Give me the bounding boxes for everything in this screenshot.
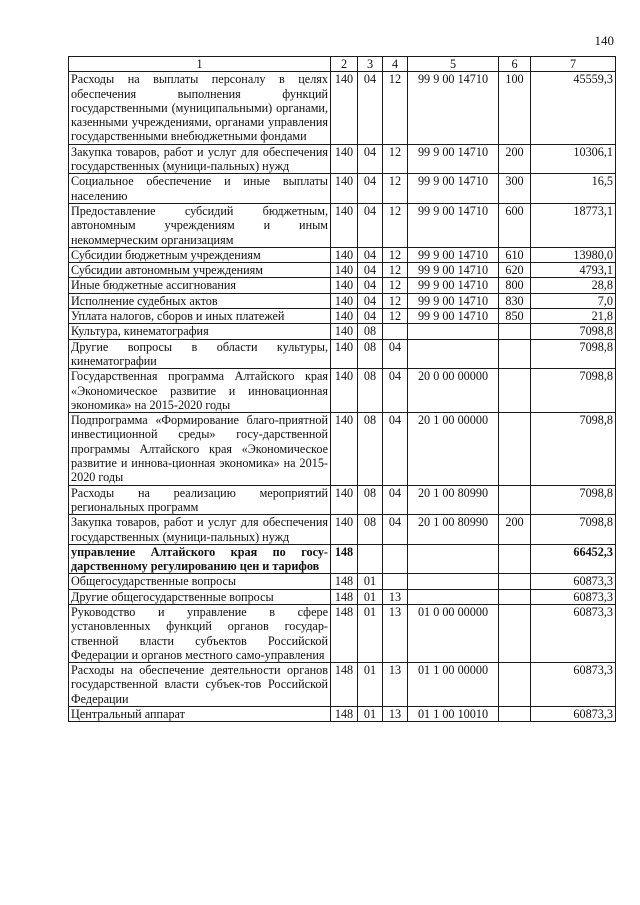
row-subsection-cell: 04 <box>383 413 408 485</box>
row-subsection-cell: 12 <box>383 203 408 247</box>
column-header: 2 <box>331 57 358 72</box>
row-subsection-cell: 04 <box>383 369 408 413</box>
row-expense-type-cell <box>499 369 531 413</box>
row-target-article-cell: 20 1 00 80990 <box>408 485 499 515</box>
table-row <box>69 589 616 604</box>
row-section-cell: 08 <box>358 485 383 515</box>
row-name-cell: Закупка товаров, работ и услуг для обеспечения государственных (муници-пальных) нужд <box>69 515 331 545</box>
row-name-cell: Предоставление субсидий бюджетным, автономным учреждениям и иным некоммерческим организациям <box>69 203 331 247</box>
row-amount-cell: 7098,8 <box>531 515 616 545</box>
row-name-cell: Общегосударственные вопросы <box>69 574 331 589</box>
row-name-cell: Социальное обеспечение и иные выплаты населению <box>69 174 331 204</box>
row-name-cell: Подпрограмма «Формирование благо-приятной инвестиционной среды» госу-дарственной программы Алтайского края «Экономическое развитие и иннова-ционная экономика» на 2015-2020 годы <box>69 413 331 485</box>
row-section-cell: 04 <box>358 247 383 262</box>
row-code-cell: 140 <box>331 203 358 247</box>
row-expense-type-cell <box>499 707 531 722</box>
row-code-cell: 140 <box>331 369 358 413</box>
row-amount-cell: 7098,8 <box>531 369 616 413</box>
row-section-cell: 04 <box>358 263 383 278</box>
row-expense-type-cell: 830 <box>499 293 531 308</box>
row-target-article-cell: 99 9 00 14710 <box>408 309 499 324</box>
row-expense-type-cell <box>499 485 531 515</box>
row-target-article-cell <box>408 324 499 339</box>
table-header-row <box>69 57 616 72</box>
row-amount-cell: 45559,3 <box>531 72 616 144</box>
row-code-cell: 148 <box>331 604 358 662</box>
row-name-cell: Закупка товаров, работ и услуг для обеспечения государственных (муници-пальных) нужд <box>69 144 331 174</box>
row-target-article-cell: 99 9 00 14710 <box>408 174 499 204</box>
row-name-cell: Расходы на выплаты персоналу в целях обеспечения выполнения функций государственными (муниципальными) органами, казенными учреждениями, органами управления государственными внебюджетными фондами <box>69 72 331 144</box>
row-name-cell: Расходы на обеспечение деятельности органов государственной власти субъек-тов Российской Федерации <box>69 663 331 707</box>
row-expense-type-cell <box>499 544 531 574</box>
row-subsection-cell: 12 <box>383 72 408 144</box>
row-name-cell: Другие общегосударственные вопросы <box>69 589 331 604</box>
row-name-cell: Иные бюджетные ассигнования <box>69 278 331 293</box>
row-code-cell: 148 <box>331 663 358 707</box>
row-name-cell: Руководство и управление в сфере установленных функций органов государ-ственной власти субъектов Российской Федерации и органов местного само-управления <box>69 604 331 662</box>
row-target-article-cell: 01 0 00 00000 <box>408 604 499 662</box>
row-amount-cell: 7098,8 <box>531 485 616 515</box>
row-section-cell: 01 <box>358 663 383 707</box>
page-number: 140 <box>594 33 614 48</box>
row-code-cell: 148 <box>331 574 358 589</box>
row-expense-type-cell: 100 <box>499 72 531 144</box>
row-amount-cell: 60873,3 <box>531 589 616 604</box>
row-section-cell <box>358 544 383 574</box>
row-section-cell: 04 <box>358 144 383 174</box>
row-target-article-cell: 01 1 00 00000 <box>408 663 499 707</box>
table-row <box>69 413 616 485</box>
row-target-article-cell: 99 9 00 14710 <box>408 293 499 308</box>
row-expense-type-cell <box>499 604 531 662</box>
table-row <box>69 174 616 204</box>
row-expense-type-cell: 800 <box>499 278 531 293</box>
row-subsection-cell: 04 <box>383 515 408 545</box>
table-row <box>69 309 616 324</box>
row-subsection-cell: 13 <box>383 663 408 707</box>
row-subsection-cell: 13 <box>383 589 408 604</box>
table-row <box>69 324 616 339</box>
row-expense-type-cell: 850 <box>499 309 531 324</box>
column-header: 6 <box>499 57 531 72</box>
table-row <box>69 663 616 707</box>
row-section-cell: 04 <box>358 203 383 247</box>
row-name-cell: Субсидии бюджетным учреждениям <box>69 247 331 262</box>
row-subsection-cell: 12 <box>383 293 408 308</box>
row-expense-type-cell <box>499 324 531 339</box>
column-header: 4 <box>383 57 408 72</box>
row-amount-cell: 7098,8 <box>531 339 616 369</box>
row-target-article-cell: 20 0 00 00000 <box>408 369 499 413</box>
table-row <box>69 574 616 589</box>
row-code-cell: 148 <box>331 707 358 722</box>
row-code-cell: 140 <box>331 263 358 278</box>
row-code-cell: 140 <box>331 324 358 339</box>
row-subsection-cell: 13 <box>383 707 408 722</box>
column-header: 5 <box>408 57 499 72</box>
row-target-article-cell <box>408 339 499 369</box>
row-expense-type-cell: 600 <box>499 203 531 247</box>
row-target-article-cell: 20 1 00 80990 <box>408 515 499 545</box>
row-section-cell: 01 <box>358 589 383 604</box>
budget-table <box>68 56 616 722</box>
row-target-article-cell: 99 9 00 14710 <box>408 203 499 247</box>
row-name-cell: Культура, кинематография <box>69 324 331 339</box>
row-target-article-cell: 99 9 00 14710 <box>408 72 499 144</box>
table-row <box>69 544 616 574</box>
row-amount-cell: 7098,8 <box>531 413 616 485</box>
table-row <box>69 263 616 278</box>
row-expense-type-cell: 200 <box>499 515 531 545</box>
row-expense-type-cell <box>499 413 531 485</box>
row-amount-cell: 18773,1 <box>531 203 616 247</box>
table-row <box>69 203 616 247</box>
row-amount-cell: 28,8 <box>531 278 616 293</box>
row-expense-type-cell <box>499 339 531 369</box>
row-subsection-cell: 04 <box>383 485 408 515</box>
row-subsection-cell: 04 <box>383 339 408 369</box>
row-amount-cell: 13980,0 <box>531 247 616 262</box>
row-subsection-cell: 12 <box>383 309 408 324</box>
column-header: 7 <box>531 57 616 72</box>
row-name-cell: Уплата налогов, сборов и иных платежей <box>69 309 331 324</box>
row-target-article-cell <box>408 574 499 589</box>
row-code-cell: 140 <box>331 485 358 515</box>
table-row <box>69 369 616 413</box>
row-expense-type-cell <box>499 574 531 589</box>
row-subsection-cell <box>383 544 408 574</box>
row-section-cell: 01 <box>358 574 383 589</box>
row-name-cell: Другие вопросы в области культуры, кинематографии <box>69 339 331 369</box>
row-name-cell: Расходы на реализацию мероприятий региональных программ <box>69 485 331 515</box>
row-name-cell: управление Алтайского края по госу-дарственному регулированию цен и тарифов <box>69 544 331 574</box>
row-code-cell: 140 <box>331 515 358 545</box>
row-name-cell: Государственная программа Алтайского края «Экономическое развитие и инновационная экономика» на 2015-2020 годы <box>69 369 331 413</box>
row-subsection-cell: 12 <box>383 247 408 262</box>
table-row <box>69 515 616 545</box>
row-expense-type-cell <box>499 589 531 604</box>
row-amount-cell: 16,5 <box>531 174 616 204</box>
row-amount-cell: 4793,1 <box>531 263 616 278</box>
row-name-cell: Исполнение судебных актов <box>69 293 331 308</box>
row-section-cell: 08 <box>358 324 383 339</box>
row-amount-cell: 7,0 <box>531 293 616 308</box>
row-target-article-cell: 99 9 00 14710 <box>408 278 499 293</box>
row-amount-cell: 7098,8 <box>531 324 616 339</box>
row-amount-cell: 21,8 <box>531 309 616 324</box>
row-subsection-cell: 12 <box>383 278 408 293</box>
row-expense-type-cell: 620 <box>499 263 531 278</box>
row-code-cell: 148 <box>331 544 358 574</box>
row-subsection-cell: 12 <box>383 174 408 204</box>
row-section-cell: 08 <box>358 369 383 413</box>
row-target-article-cell: 01 1 00 10010 <box>408 707 499 722</box>
column-header: 3 <box>358 57 383 72</box>
row-code-cell: 140 <box>331 72 358 144</box>
row-amount-cell: 10306,1 <box>531 144 616 174</box>
row-target-article-cell: 99 9 00 14710 <box>408 263 499 278</box>
row-target-article-cell: 20 1 00 00000 <box>408 413 499 485</box>
table-row <box>69 293 616 308</box>
row-section-cell: 08 <box>358 413 383 485</box>
row-code-cell: 140 <box>331 293 358 308</box>
row-expense-type-cell: 300 <box>499 174 531 204</box>
table-row <box>69 485 616 515</box>
row-expense-type-cell <box>499 663 531 707</box>
row-code-cell: 140 <box>331 413 358 485</box>
row-subsection-cell <box>383 324 408 339</box>
row-code-cell: 140 <box>331 247 358 262</box>
row-name-cell: Центральный аппарат <box>69 707 331 722</box>
row-section-cell: 01 <box>358 604 383 662</box>
row-code-cell: 148 <box>331 589 358 604</box>
row-subsection-cell: 12 <box>383 144 408 174</box>
row-code-cell: 140 <box>331 174 358 204</box>
row-code-cell: 140 <box>331 309 358 324</box>
row-section-cell: 04 <box>358 309 383 324</box>
row-section-cell: 08 <box>358 515 383 545</box>
row-section-cell: 04 <box>358 174 383 204</box>
row-code-cell: 140 <box>331 339 358 369</box>
row-section-cell: 04 <box>358 293 383 308</box>
row-amount-cell: 60873,3 <box>531 604 616 662</box>
row-section-cell: 04 <box>358 72 383 144</box>
row-name-cell: Субсидии автономным учреждениям <box>69 263 331 278</box>
row-target-article-cell: 99 9 00 14710 <box>408 144 499 174</box>
table-row <box>69 247 616 262</box>
table-row <box>69 339 616 369</box>
row-section-cell: 08 <box>358 339 383 369</box>
table-row <box>69 72 616 144</box>
row-expense-type-cell: 200 <box>499 144 531 174</box>
row-section-cell: 04 <box>358 278 383 293</box>
table-row <box>69 707 616 722</box>
row-amount-cell: 66452,3 <box>531 544 616 574</box>
row-code-cell: 140 <box>331 144 358 174</box>
row-code-cell: 140 <box>331 278 358 293</box>
table-row <box>69 144 616 174</box>
row-amount-cell: 60873,3 <box>531 574 616 589</box>
row-target-article-cell: 99 9 00 14710 <box>408 247 499 262</box>
row-expense-type-cell: 610 <box>499 247 531 262</box>
row-target-article-cell <box>408 589 499 604</box>
row-subsection-cell <box>383 574 408 589</box>
row-amount-cell: 60873,3 <box>531 707 616 722</box>
row-subsection-cell: 12 <box>383 263 408 278</box>
row-section-cell: 01 <box>358 707 383 722</box>
column-header: 1 <box>69 57 331 72</box>
row-amount-cell: 60873,3 <box>531 663 616 707</box>
row-target-article-cell <box>408 544 499 574</box>
row-subsection-cell: 13 <box>383 604 408 662</box>
table-row <box>69 278 616 293</box>
table-row <box>69 604 616 662</box>
